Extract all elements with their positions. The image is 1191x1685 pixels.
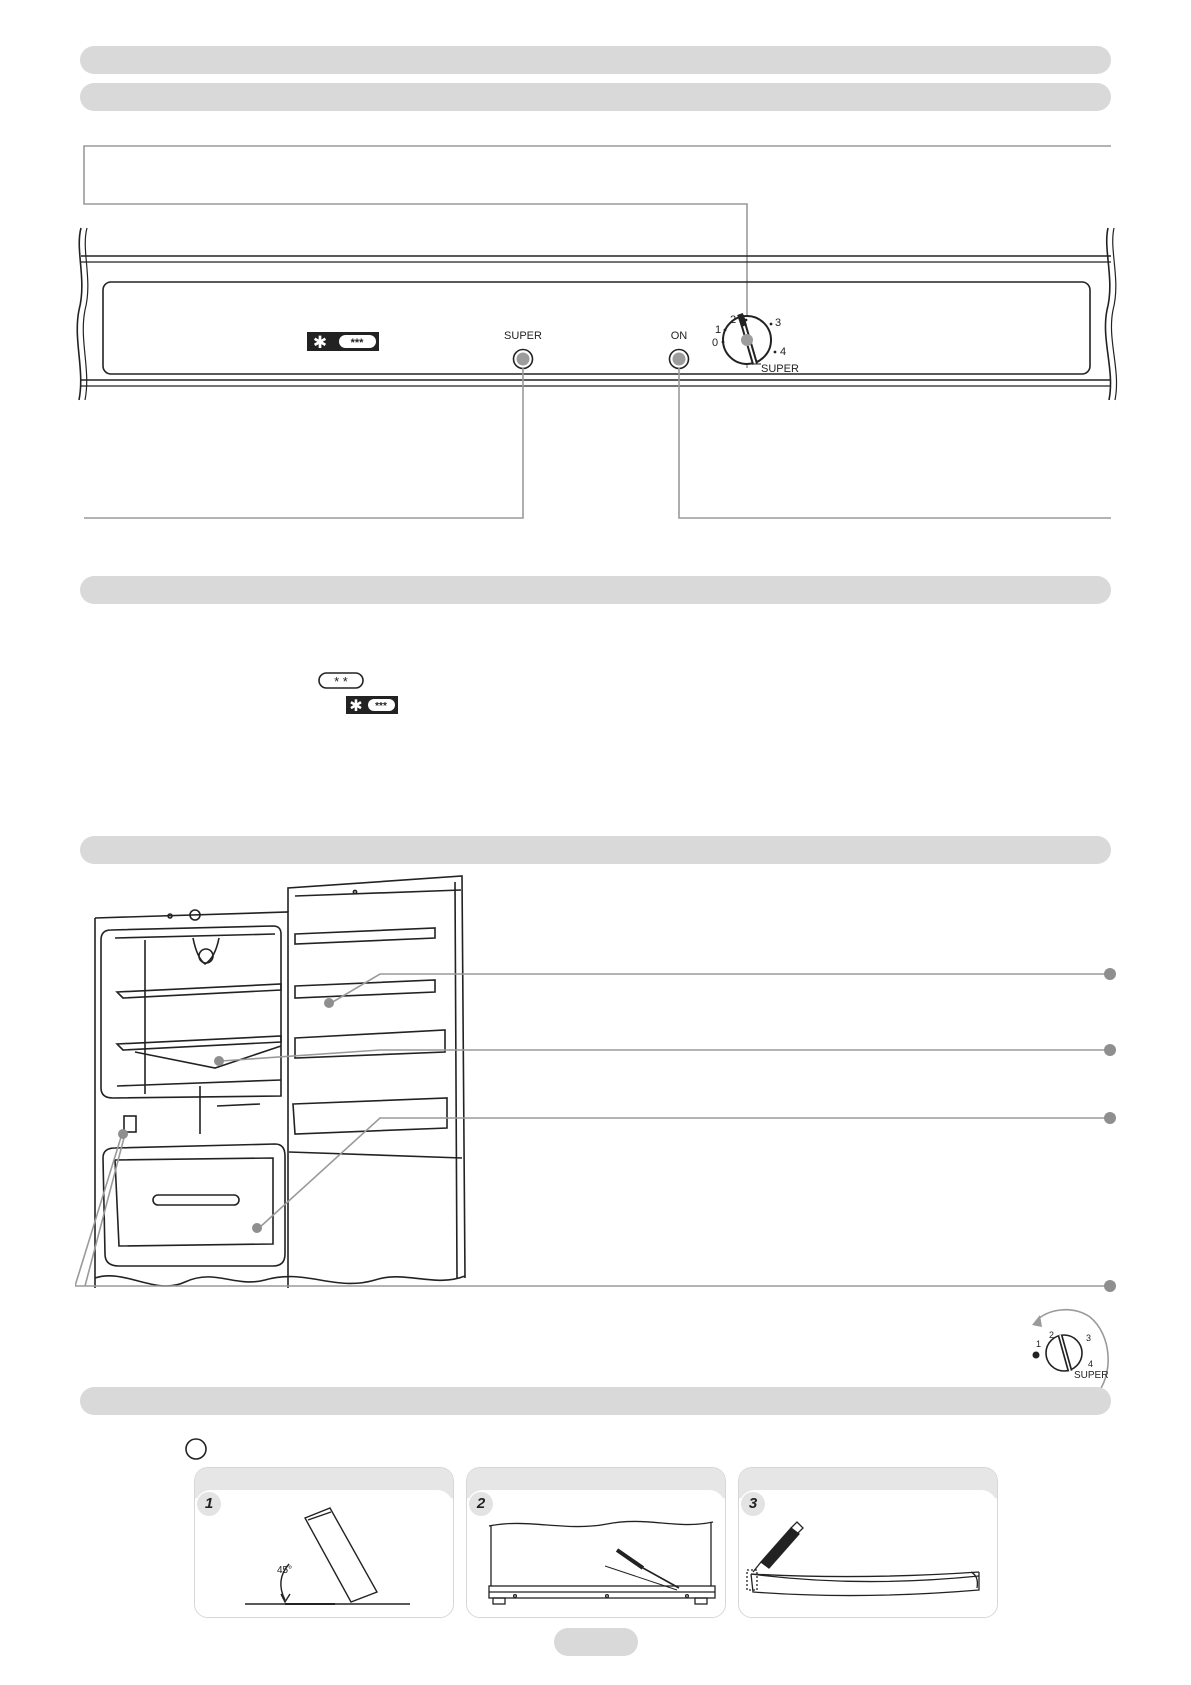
snowflake-small-icon: ✱ xyxy=(349,698,363,714)
step-card-2 xyxy=(466,1467,726,1618)
section-bar-4 xyxy=(80,836,1111,864)
step-2-screw-illustration xyxy=(467,1468,725,1617)
small-dial-super-mark: SUPER xyxy=(1074,1370,1109,1381)
four-star-label: *** xyxy=(375,701,387,712)
small-dial-mark-2: 2 xyxy=(1049,1330,1055,1340)
step-1-tilt-illustration xyxy=(195,1468,453,1617)
section-bar-3 xyxy=(80,576,1111,604)
super-button[interactable] xyxy=(504,330,542,369)
small-dial-figure xyxy=(1010,1305,1120,1397)
page-number-pill xyxy=(554,1628,638,1656)
control-panel-figure xyxy=(75,140,1120,530)
circle-marker-icon xyxy=(184,1437,208,1461)
callout-dot-2 xyxy=(1104,1044,1116,1056)
two-star-symbol xyxy=(318,672,366,690)
step-card-3 xyxy=(738,1467,998,1618)
appliance-strip xyxy=(77,228,1116,400)
step-1-angle-label: 45° xyxy=(277,1565,293,1576)
callout-dot-3 xyxy=(1104,1112,1116,1124)
dial-mark-1: 1 xyxy=(715,324,722,336)
step-number-3: 3 xyxy=(741,1492,765,1516)
dial-super-mark: SUPER xyxy=(761,363,799,375)
button-callout-lines xyxy=(84,368,1111,518)
callout-dot-1 xyxy=(1104,968,1116,980)
header-bar-2 xyxy=(80,83,1111,111)
step-number-1: 1 xyxy=(197,1492,221,1516)
small-dial-mark-1: 1 xyxy=(1036,1339,1042,1349)
step-card-1 xyxy=(194,1467,454,1618)
thermostat-dial[interactable] xyxy=(712,314,799,375)
small-dial-mark-3: 3 xyxy=(1086,1333,1092,1343)
dial-mark-4: 4 xyxy=(780,346,787,358)
fridge-interior-figure xyxy=(75,868,1120,1298)
interior-callout-lines xyxy=(75,974,1110,1286)
section-bar-5 xyxy=(80,1387,1111,1415)
callout-dot-4 xyxy=(1104,1280,1116,1292)
dial-callout-line xyxy=(84,146,1111,368)
dial-mark-0: 0 xyxy=(712,337,719,349)
dial-mark-2: 2 xyxy=(730,314,737,326)
header-bar-1 xyxy=(80,46,1111,74)
fridge-drawing xyxy=(95,876,465,1288)
on-indicator xyxy=(670,330,689,369)
snowflake-icon: ✱ xyxy=(312,333,328,352)
dial-mark-3: 3 xyxy=(775,317,782,329)
freezer-rating-badge xyxy=(307,332,379,352)
badge-stars-label: *** xyxy=(350,337,364,349)
small-thermostat-dial xyxy=(1033,1330,1109,1381)
small-dial-mark-4: 4 xyxy=(1088,1359,1094,1369)
four-star-symbol xyxy=(346,696,398,714)
step-3-cutter-illustration xyxy=(739,1468,997,1617)
super-button-label: SUPER xyxy=(504,330,542,342)
on-indicator-label: ON xyxy=(670,330,688,342)
step-number-2: 2 xyxy=(469,1492,493,1516)
two-star-label: * * xyxy=(334,674,348,689)
